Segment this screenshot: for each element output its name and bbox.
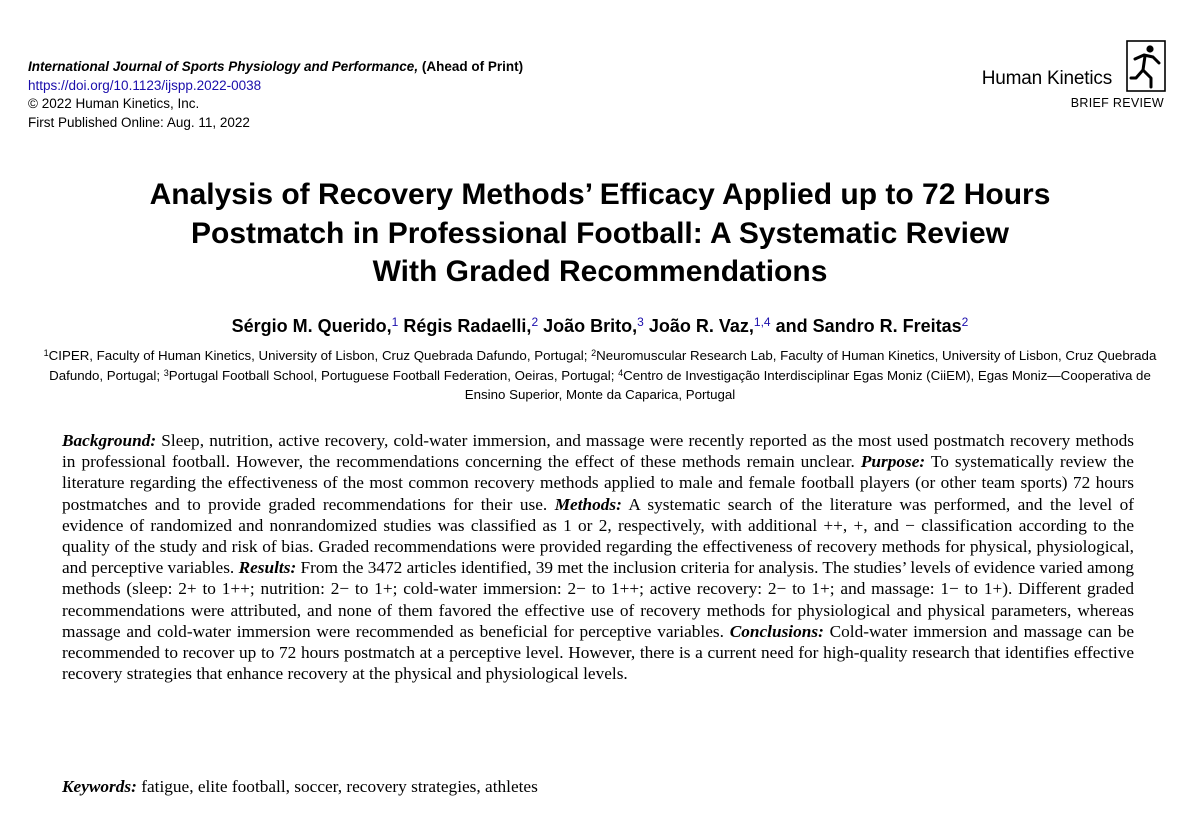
journal-line — [28, 58, 523, 77]
purpose-text: To systematically review the literature regarding the effectiveness of the most common recovery methods applied to male and female football players (or other team sports) 72 hours postmatches and to provide graded recommendations for their use. — [62, 452, 1134, 514]
methods-label: Methods: — [554, 494, 622, 514]
author-name: and Sandro R. Freitas — [775, 316, 962, 336]
author-name: João Brito, — [543, 316, 638, 336]
title-line: Postmatch in Professional Football: A Systematic Review — [191, 216, 1009, 250]
author-affiliation-marker[interactable]: 2 — [531, 315, 539, 329]
methods-text: A systematic search of the literature was performed, and the level of evidence of randomized and nonrandomized studies was classified as 1 or 2, respectively, with additional ++, +, and − classification according to the quality of the study and risk of bias. Graded recommendations were provided regarding the effectiveness of recovery methods for physical, physiological, and perceptive variables. — [62, 494, 1134, 578]
running-figure-icon — [1126, 40, 1166, 92]
affiliation-text: Neuromuscular Research Lab, Faculty of Human Kinetics, University of Lisbon, Cruz Quebrada Dafundo, Portugal; — [49, 348, 1157, 383]
affiliation-number: 4 — [618, 367, 624, 378]
keywords — [62, 776, 1134, 797]
journal-name: International Journal of Sports Physiology and Performance, — [28, 59, 419, 74]
author-affiliation-marker[interactable]: 2 — [961, 315, 969, 329]
background-label: Background: — [62, 431, 157, 450]
affiliation-text: Centro de Investigação Interdisciplinar Egas Moniz (CiiEM), Egas Moniz—Cooperativa de Ensino Superior, Monte da Caparica, Portugal — [464, 367, 1151, 402]
keywords-label: Keywords: — [62, 777, 137, 796]
purpose-label: Purpose: — [860, 452, 926, 472]
conclusions-label: Conclusions: — [729, 621, 824, 641]
copyright: © 2022 Human Kinetics, Inc. — [28, 96, 200, 111]
article-title — [0, 176, 1200, 292]
author-name: João R. Vaz, — [648, 316, 754, 336]
article-meta — [28, 58, 523, 132]
results-label: Results: — [238, 558, 297, 578]
affiliation-number: 1 — [43, 348, 49, 358]
author-affiliation-marker[interactable]: 3 — [637, 315, 644, 329]
title-line: Analysis of Recovery Methods’ Efficacy Applied up to 72 Hours — [149, 178, 1051, 211]
affiliation-text: Portugal Football School, Portuguese Football Federation, Oeiras, Portugal; — [168, 367, 619, 383]
author-affiliation-marker[interactable]: 1,4 — [753, 315, 771, 329]
conclusions-text: Cold-water immersion and massage can be recommended to recover up to 72 hours postmatch at a perceptive level. However, there is a current need for high-quality research that identifies effective recovery strategies that enhance recovery at the physical and physiological levels. — [62, 621, 1135, 684]
author-affiliation-marker[interactable]: 1 — [391, 315, 399, 329]
affiliation-number: 2 — [591, 348, 597, 358]
article-type: BRIEF REVIEW — [1070, 96, 1164, 110]
affiliations — [28, 346, 1172, 405]
author-name: Sérgio M. Querido, — [231, 316, 392, 336]
author-name: Régis Radaelli, — [403, 316, 532, 336]
publish-date: First Published Online: Aug. 11, 2022 — [28, 114, 250, 130]
publisher-name: Human Kinetics — [981, 68, 1112, 89]
results-text: From the 3472 articles identified, 39 met the inclusion criteria for analysis. The studies’ levels of evidence varied among methods (sleep: 2+ to 1++; nutrition: 2− to 1+; cold-water immersion: 2− to 1++; active recovery: 2− to 1+; and massage: 1− to 1+). Different graded recommendations were attributed, and none of them favored the effective use of recovery methods for physiological and physical parameters, whereas massage and cold-water immersion were recommended as beneficial for perceptive variables. — [62, 558, 1134, 641]
author-list — [0, 316, 1200, 337]
background-text: Sleep, nutrition, active recovery, cold-water immersion, and massage were recently reported as the most used postmatch recovery methods in professional football. However, the recommendations concerning the effect of these methods remain unclear. — [62, 431, 1135, 472]
print-status: (Ahead of Print) — [421, 59, 524, 74]
title-line: With Graded Recommendations — [372, 255, 828, 288]
abstract — [62, 430, 1134, 684]
publisher-block — [946, 40, 1166, 115]
doi-link[interactable]: https://doi.org/10.1123/ijspp.2022-0038 — [28, 77, 262, 93]
keywords-text: fatigue, elite football, soccer, recovery strategies, athletes — [141, 777, 538, 796]
affiliation-number: 3 — [163, 367, 169, 378]
affiliation-text: CIPER, Faculty of Human Kinetics, University of Lisbon, Cruz Quebrada Dafundo, Portugal; — [48, 348, 592, 363]
